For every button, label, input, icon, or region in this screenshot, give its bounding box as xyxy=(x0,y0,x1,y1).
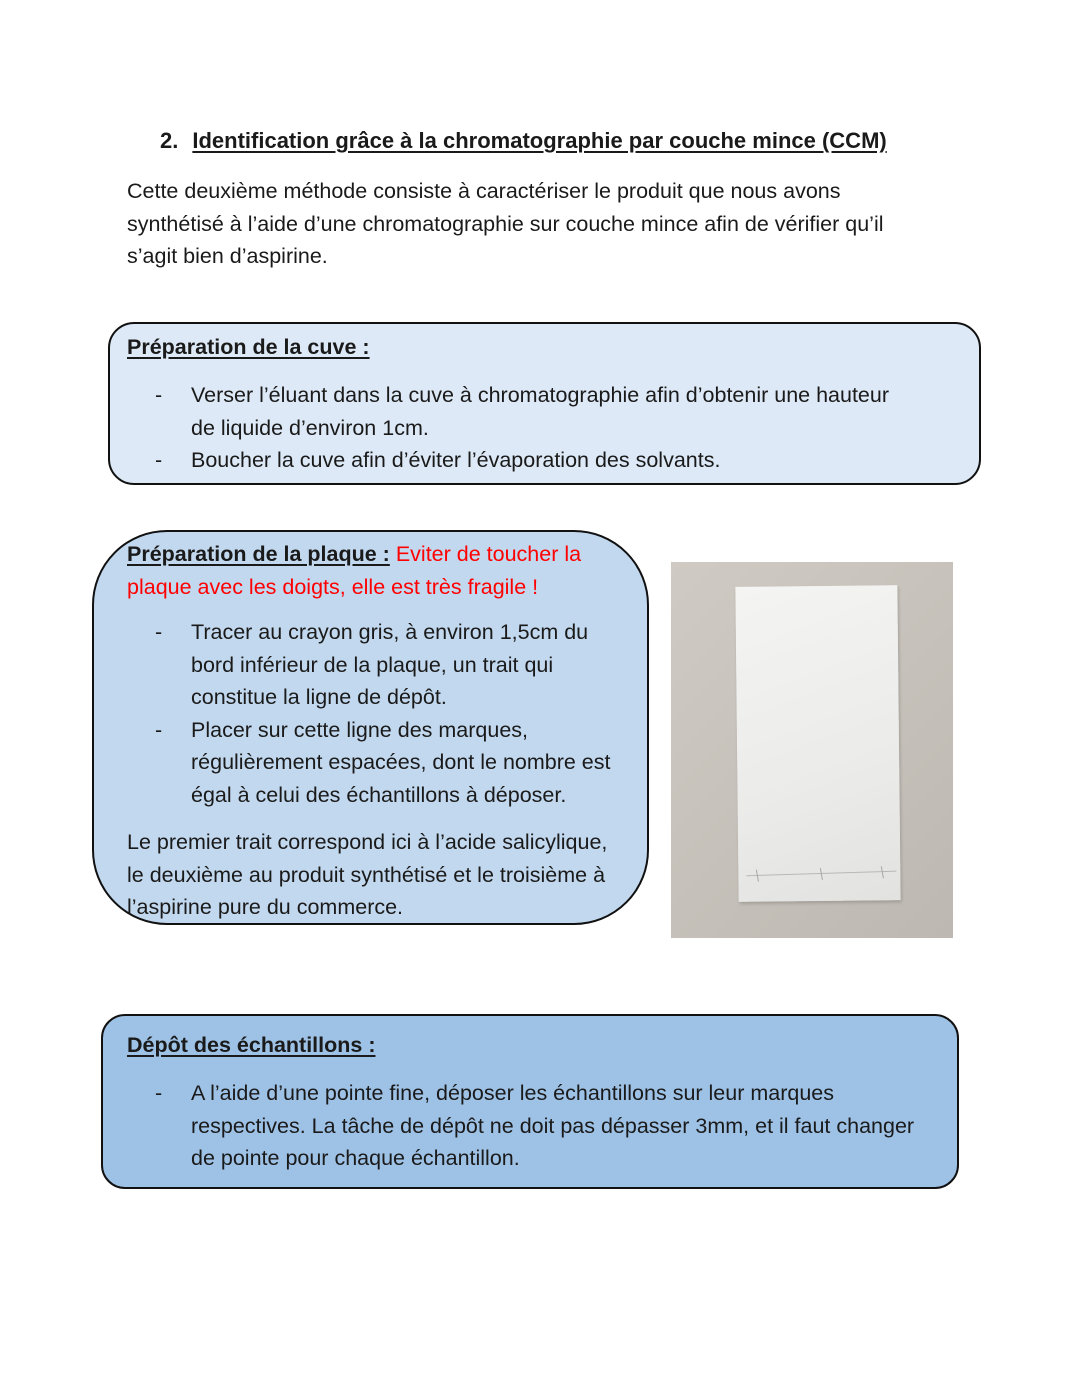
section-title: Identification grâce à la chromatographie par couche mince (CCM) xyxy=(192,128,887,153)
intro-line: s’agit bien d’aspirine. xyxy=(127,244,328,268)
list-item-line: Tracer au crayon gris, à environ 1,5cm du xyxy=(191,620,589,644)
list-item-line: respectives. La tâche de dépôt ne doit pas dépasser 3mm, et il faut changer xyxy=(191,1113,915,1138)
list-item-line: de pointe pour chaque échantillon. xyxy=(191,1146,520,1170)
plaque-title-block xyxy=(127,538,637,603)
note-line: le deuxième au produit synthétisé et le troisième à xyxy=(127,862,606,887)
plaque-note xyxy=(127,826,647,924)
note-line: Le premier trait correspond ici à l’acide salicylique, xyxy=(127,830,608,854)
note-line: l’aspirine pure du commerce. xyxy=(127,895,404,919)
dash-bullet: - xyxy=(155,448,163,472)
list-item xyxy=(127,444,967,477)
list-item-line: bord inférieur de la plaque, un trait qui xyxy=(191,652,554,677)
dash-bullet: - xyxy=(155,620,163,644)
list-item-line: Verser l’éluant dans la cuve à chromatographie afin d’obtenir une hauteur xyxy=(191,383,890,407)
plaque-warning-continued: plaque avec les doigts, elle est très fragile ! xyxy=(127,574,539,599)
cuve-steps-list xyxy=(127,379,967,477)
list-item-line: A l’aide d’une pointe fine, déposer les échantillons sur leur marques xyxy=(191,1081,835,1105)
section-heading xyxy=(160,128,887,154)
cuve-title: Préparation de la cuve : xyxy=(127,335,370,359)
section-number: 2. xyxy=(160,128,179,153)
plaque-warning: Eviter de toucher la xyxy=(395,542,582,566)
tlc-plate-photo xyxy=(671,562,953,938)
list-item-line: Placer sur cette ligne des marques, xyxy=(191,717,528,742)
tlc-plate xyxy=(735,585,900,902)
intro-line: synthétisé à l’aide d’une chromatographie sur couche mince afin de vérifier qu’il xyxy=(127,211,884,236)
depot-steps-list xyxy=(127,1077,957,1175)
list-item-line: égal à celui des échantillons à déposer. xyxy=(191,782,567,807)
list-item xyxy=(127,1077,957,1175)
deposit-line-drawing xyxy=(735,585,900,902)
list-item-line: régulièrement espacées, dont le nombre est xyxy=(191,750,611,774)
list-item-line: Boucher la cuve afin d’éviter l’évaporation des solvants. xyxy=(191,448,721,472)
list-item xyxy=(127,379,967,444)
list-item xyxy=(127,616,647,714)
intro-line: Cette deuxième méthode consiste à caractériser le produit que nous avons xyxy=(127,179,841,203)
depot-title: Dépôt des échantillons : xyxy=(127,1033,376,1057)
list-item xyxy=(127,714,647,812)
dash-bullet: - xyxy=(155,383,163,407)
dash-bullet: - xyxy=(155,1081,163,1105)
plaque-title: Préparation de la plaque : xyxy=(127,542,390,566)
dash-bullet: - xyxy=(155,717,163,742)
list-item-line: constitue la ligne de dépôt. xyxy=(191,685,447,709)
intro-paragraph xyxy=(127,175,947,273)
list-item-line: de liquide d’environ 1cm. xyxy=(191,415,429,440)
plaque-steps-list xyxy=(127,616,647,811)
deposit-mark xyxy=(881,866,883,878)
